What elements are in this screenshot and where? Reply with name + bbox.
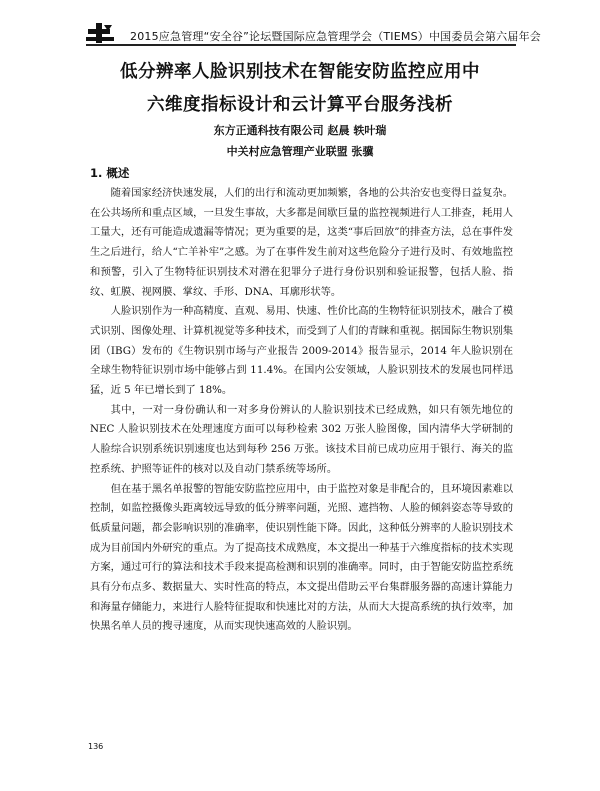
paper-title-line-1: 低分辨率人脸识别技术在智能安防监控应用中 (120, 62, 480, 82)
conference-logo-icon (86, 22, 116, 44)
page-number: 136 (88, 742, 104, 751)
header-divider (86, 44, 516, 46)
paragraph: 随着国家经济快速发展，人们的出行和流动更加频繁，各地的公共治安也变得日益复杂。在公共场所和重点区域，一旦发生事故，大多都是间歇巨量的监控视频进行人工排查，耗用人工量大，还有可能造成遗漏等情况；更为重要的是，这类“事后回放”的排查方法，总在事件发生之后进行，给人“亡羊补牢”之感。为了在事件发生前对这些危险分子进行及时、有效地监控和预警，引入了生物特征识别技术对潜在犯罪分子进行身份识别和验证报警，包括人脸、指纹、虹膜、视网膜、掌纹、手形、DNA、耳廓形状等。 (90, 187, 513, 298)
paragraph: 人脸识别作为一种高精度、直观、易用、快速、性价比高的生物特征识别技术，融合了模式识别、图像处理、计算机视觉等多种技术，而受到了人们的青睐和重视。据国际生物识别集团（IBG）发布的《生物识别市场与产业报告 2009-2014》报告显示，2014 年人脸识别在全球生物特征识别市场中能够占到 11.4%。在国内公安领域，人脸识别技术的发展也同样迅猛，近 5 年已增长到了 18%。 (90, 305, 513, 397)
author-affiliation-2: 中关村应急管理产业联盟 张骥 (226, 145, 374, 158)
paragraph: 其中，一对一身份确认和一对多身份辨认的人脸识别技术已经成熟，如只有领先地位的 NEC 人脸识别技术在处理速度方面可以每秒检索 302 万张人脸图像，国内清华大学研制的人脸综合识别系统识别速度也达到每秒 256 万张。该技术目前已成功应用于银行、海关的监控系统、护照等证件的核对以及自动门禁系统等场所。 (90, 403, 513, 475)
page-header (86, 22, 541, 46)
author-affiliation-1: 东方正通科技有限公司 赵晨 轶叶瑞 (213, 124, 387, 137)
header-conference-text: 2015应急管理“安全谷”论坛暨国际应急管理学会（TIEMS）中国委员会第六届年会 (130, 30, 541, 43)
paper-title-line-2: 六维度指标设计和云计算平台服务浅析 (147, 95, 453, 115)
paragraph: 但在基于黑名单报警的智能安防监控应用中，由于监控对象是非配合的，且环境因素难以控制，如监控摄像头距离较远导致的低分辨率问题，光照、遮挡物、人脸的倾斜姿态等导致的低质量问题，都会影响识别的准确率，使识别性能下降。因此，这种低分辨率的人脸识别技术成为目前国内外研究的重点。为了提高技术成熟度，本文提出一种基于六维度指标的技术实现方案，通过可行的算法和技术手段来提高检测和识别的准确率。同时，由于智能安防监控系统具有分布点多、数据量大、实时性高的特点，本文提出借助云平台集群服务器的高速计算能力和海量存储能力，来进行人脸特征提取和快速比对的方法，从而大大提高系统的执行效率，加快黑名单人员的搜寻速度，从而实现快速高效的人脸识别。 (90, 482, 513, 633)
body-text (90, 184, 513, 637)
section-heading: 1. 概述 (90, 166, 130, 180)
